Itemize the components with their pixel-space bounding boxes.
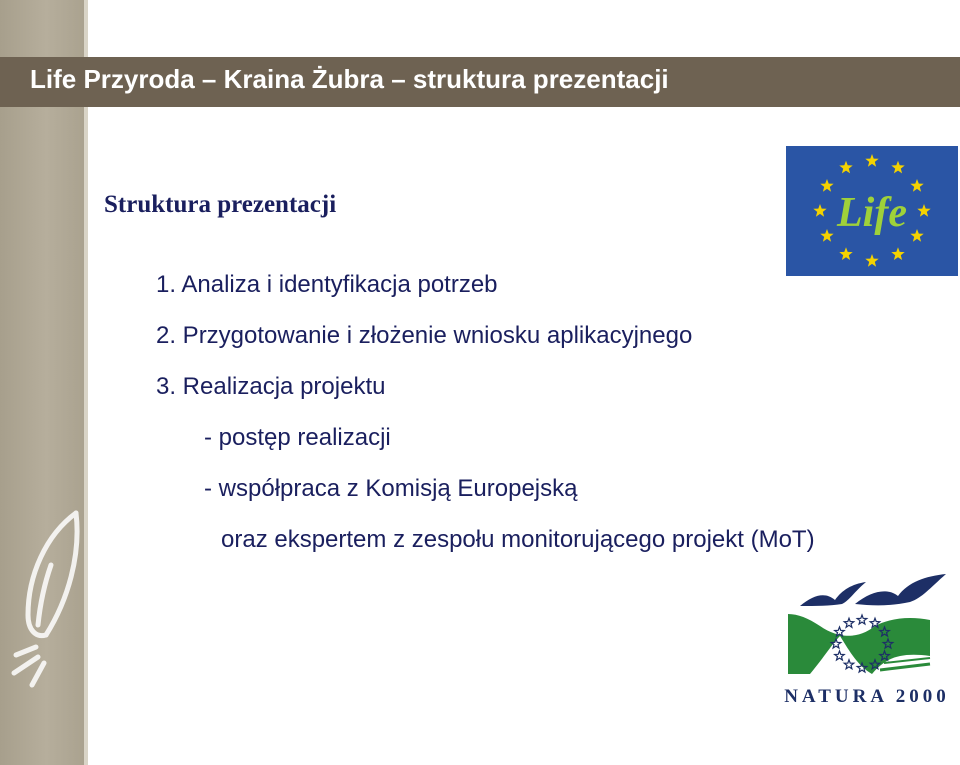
natura-logo-text: NATURA 2000 [784, 686, 950, 707]
section-heading: Struktura prezentacji [104, 191, 337, 218]
list-subitem-experts: oraz ekspertem z zespołu monitorującego projekt (MoT) [221, 526, 815, 553]
list-subitem-progress: - postęp realizacji [204, 424, 391, 451]
list-item-application: 2. Przygotowanie i złożenie wniosku aplikacyjnego [156, 322, 693, 349]
list-item-analysis: 1. Analiza i identyfikacja potrzeb [156, 271, 498, 298]
life-logo-text: Life [837, 190, 907, 236]
list-item-implementation: 3. Realizacja projektu [156, 373, 386, 400]
life-eu-logo [786, 146, 958, 276]
feather-quill-icon [6, 505, 86, 690]
natura-2000-logo [780, 566, 955, 716]
list-subitem-cooperation: - współpraca z Komisją Europejską [204, 475, 578, 502]
slide-title: Life Przyroda – Kraina Żubra – struktura prezentacji [30, 64, 669, 94]
